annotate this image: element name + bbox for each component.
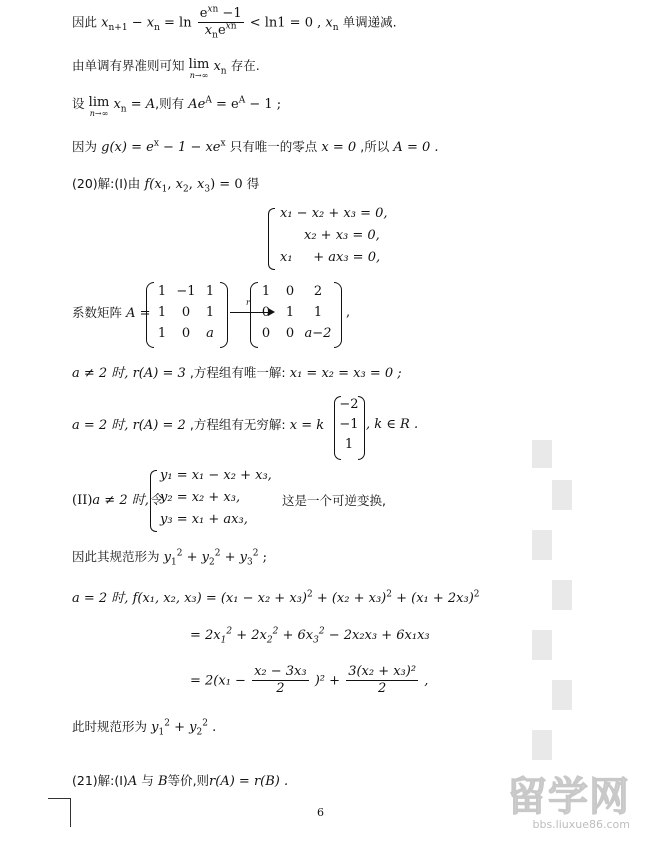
watermark-logo: 留学网: [507, 774, 630, 820]
case-infinite: a = 2 时, r(A) = 2 ,方程组有无穷解: x = k: [72, 417, 325, 433]
q20-part2: (II)a ≠ 2 时,令: [72, 493, 162, 508]
site-watermark: [507, 765, 630, 831]
fraction: $\frac{e^{xn} -1}{x_ne^{xn}}$: [199, 4, 242, 41]
line-limit-def: 设 lim n→∞ $x_n = A$,则有 $Ae^A = e^A - 1$ ;: [72, 95, 282, 119]
matrix-comma: ,: [346, 305, 351, 320]
completed-square-eq: = 2(x₁ − $\frac{\text{x₂ − 3x₃}}{2}$ )² + $\frac{\text{3(x₂ + x₃)²}}{2}$ ,: [190, 664, 429, 697]
canonical-form-2: 此时规范形为 $y_1^2 + y_2^2$ .: [72, 718, 217, 738]
watermark-url: bbs.liuxue86.com: [532, 818, 630, 831]
matrix-b: 1 0 2 0 1 1 0 0 a−2: [250, 282, 342, 348]
invertible-note: 这是一个可逆变换,: [282, 493, 386, 508]
line-unique-zero: 因为 $g(x) = e^x - 1 - xe^x$ 只有唯一的零点 x = 0 ,所以 A = 0 .: [72, 138, 439, 155]
linear-system: x₁ − x₂ + x₃ = 0, x₂ + x₃ = 0, x₁ + ax₃ = 0,: [268, 206, 408, 272]
line-limit-exists: 由单调有界准则可知 lim n→∞ $x_n$ 存在.: [72, 57, 260, 81]
matrix-a: 1 −1 1 1 0 1 1 0 a: [146, 282, 228, 348]
line-monotone: 因此 $x_{n+1} - x_n = \ln$ $\frac{e^{xn} -1}{x_ne^{xn}}$ < ln1 = 0 , $x_n$ 单调递减.: [72, 4, 397, 41]
quadratic-form-eq: a = 2 时, f(x₁, x₂, $x_3) = (x_1 - x_2 + x_3)^2 + (x_2 + x_3)^2 + (x_1 + 2x_3)^2$: [72, 589, 480, 606]
left-brace: [268, 208, 275, 270]
expanded-eq: = $2x_1^2 + 2x_2^2 + 6x_3^2 - 2x_2x_3 + 6x_1x_3$: [190, 626, 430, 646]
page-corner-mark: [48, 798, 71, 827]
coef-label: 系数矩阵 A =: [72, 305, 151, 321]
row-reduce-arrow: r: [230, 300, 276, 320]
transform-system: y₁ = x₁ − x₂ + x₃, y₂ = x₂ + x₃, y₃ = x₁ + ax₃,: [150, 468, 260, 534]
vector-tail: , k ∈ R .: [366, 417, 419, 432]
solution-vector: −2 −1 1: [334, 396, 364, 460]
q21-header: (21)解:(I)A 与 B等价,则r(A) = r(B) .: [72, 773, 289, 789]
line1-prefix: 因此: [72, 14, 98, 30]
q20-header: (20)解:(I)由 $f(x_1$, $x_2$, $x_3) = 0$ 得: [72, 176, 260, 195]
line1-suffix: 单调递减.: [342, 14, 397, 30]
case-unique: a ≠ 2 时, r(A) = 3 ,方程组有唯一解: x₁ = x₂ = x₃ = 0 ;: [72, 365, 402, 381]
canonical-form-1: 因此其规范形为 $y_1^2 + y_2^2 + y_3^2$ ;: [72, 548, 267, 568]
page-number: 6: [317, 806, 324, 819]
left-brace: [150, 470, 157, 532]
